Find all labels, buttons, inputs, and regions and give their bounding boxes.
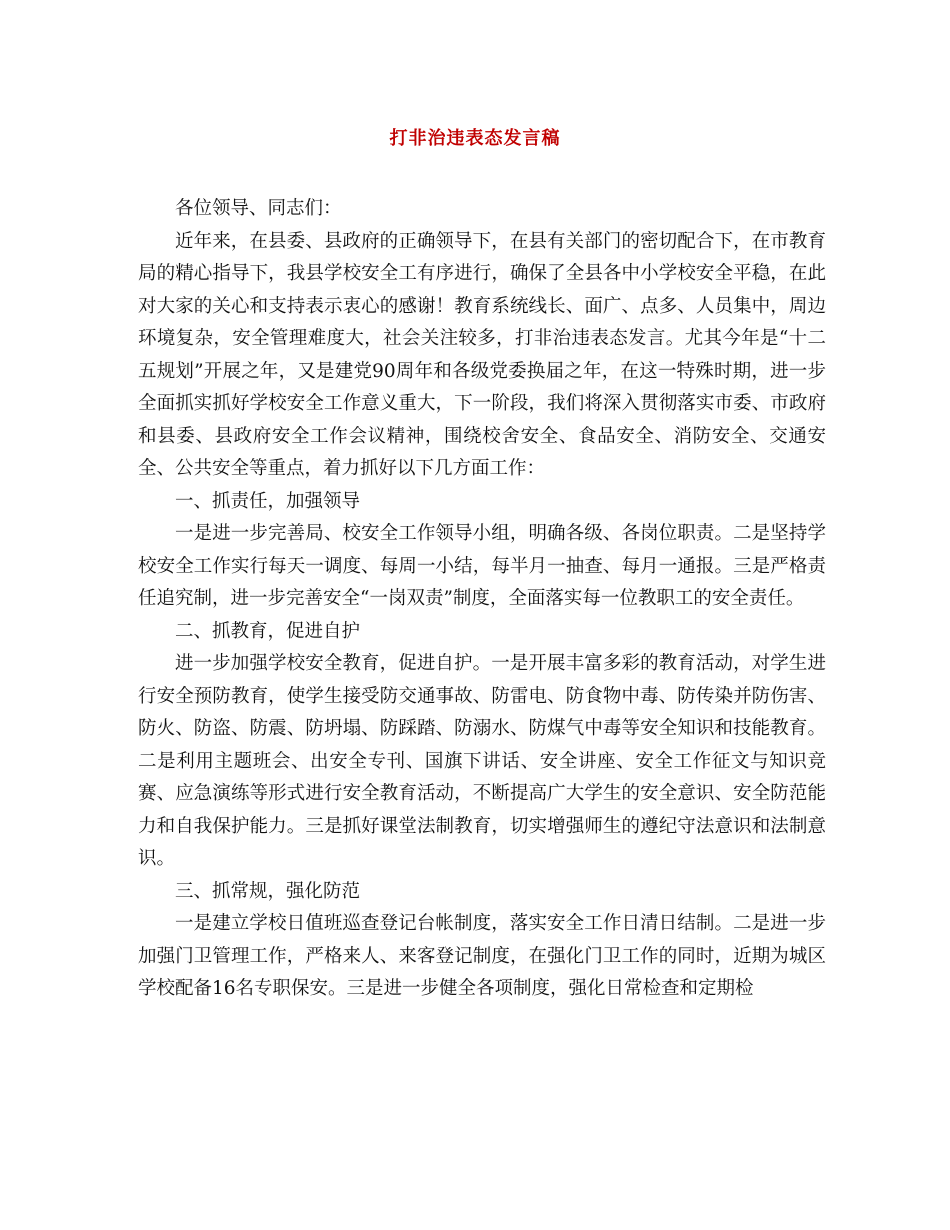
section-paragraph-1: 一是进一步完善局、校安全工作领导小组，明确各级、各岗位职责。二是坚持学校安全工作实行每天一调度、每周一小结，每半月一抽查、每月一通报。三是严格责任追究制，进一步完善安全“一岗双责”制度，全面落实每一位教职工的安全责任。 bbox=[138, 523, 826, 609]
section-paragraph-2: 进一步加强学校安全教育，促进自护。一是开展丰富多彩的教育活动，对学生进行安全预防教育，使学生接受防交通事故、防雷电、防食物中毒、防传染并防伤害、防火、防盗、防震、防坍塌、防踩踏、防溺水、防煤气中毒等安全知识和技能教育。二是利用主题班会、出安全专刊、国旗下讲话、安全讲座、安全工作征文与知识竞赛、应急演练等形式进行安全教育活动，不断提高广大学生的安全意识、安全防范能力和自我保护能力。三是抓好课堂法制教育，切实增强师生的遵纪守法意识和法制意识。 bbox=[138, 653, 826, 869]
section-heading-1: 一、抓责任，加强领导 bbox=[175, 490, 361, 512]
section-paragraph-3: 一是建立学校日值班巡查登记台帐制度，落实安全工作日清日结制。二是进一步加强门卫管理工作，严格来人、来客登记制度，在强化门卫工作的同时，近期为城区学校配备16名专职保安。三是进一步健全各项制度，强化日常检查和定期检 bbox=[138, 913, 826, 999]
salutation: 各位领导、同志们： bbox=[175, 198, 342, 219]
intro-paragraph: 近年来，在县委、县政府的正确领导下，在县有关部门的密切配合下，在市教育局的精心指导下，我县学校安全工有序进行，确保了全县各中小学校安全平稳，在此对大家的关心和支持表示衷心的感谢！教育系统线长、面广、点多、人员集中，周边环境复杂，安全管理难度大，社会关注较多，打非治违表态发言。尤其今年是“十二五规划”开展之年，又是建党90周年和各级党委换届之年，在这一特殊时期，进一步全面抓实抓好学校安全工作意义重大，下一阶段，我们将深入贯彻落实市委、市政府和县委、县政府安全工作会议精神，围绕校舍安全、食品安全、消防安全、交通安全、公共安全等重点，着力抓好以下几方面工作： bbox=[138, 230, 826, 479]
document-body bbox=[138, 193, 826, 1006]
section-heading-3: 三、抓常规，强化防范 bbox=[175, 880, 361, 902]
section-heading-2: 二、抓教育，促进自护 bbox=[175, 620, 361, 642]
document-title: 打非治违表态发言稿 bbox=[389, 128, 561, 149]
